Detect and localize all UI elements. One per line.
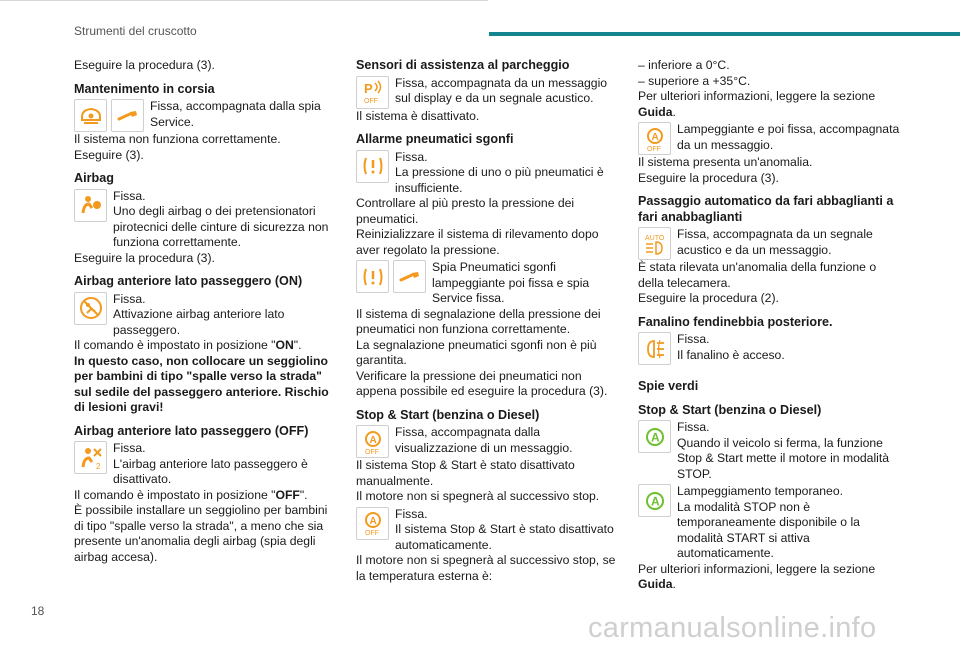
indicator-row [638, 484, 904, 562]
indicator-text: Quando il veicolo si ferma, la funzione Stop & Start mette il motore in modalità STOP. [677, 435, 890, 481]
paragraph: È possibile installare un seggiolino per bambini di tipo "spalle verso la strada", a meno che sia presente un'anomalia degli airbag (spia degli airbag accesa). [74, 503, 328, 564]
stop-start-off-icon [638, 122, 671, 155]
stop-start-off-icon [356, 425, 389, 458]
svg-text:A: A [369, 516, 377, 527]
indicator-text: Attivazione airbag anteriore lato passeggero. [113, 307, 285, 337]
indicator-text: La pressione di uno o più pneumatici è insufficiente. [395, 165, 604, 195]
airbag-icon [74, 189, 107, 222]
parking-sensor-off-icon [356, 76, 389, 109]
paragraph [638, 89, 904, 120]
indicator-text: Fissa. [113, 441, 146, 455]
svg-text:2: 2 [95, 461, 100, 471]
text-span: Per ulteriori informazioni, leggere la sezione [638, 89, 876, 103]
text-bold: ON [275, 338, 294, 352]
indicator-text: Uno degli airbag o dei pretensionatori pirotecnici delle cinture di sicurezza non funziona correttamente. [113, 204, 329, 249]
heading-parking-sensors: Sensori di assistenza al parcheggio [356, 58, 570, 72]
paragraph: Eseguire la procedura (3). [74, 250, 215, 265]
indicator-text: Il sistema Stop & Start è stato disattivato automaticamente. [395, 522, 614, 552]
paragraph: Il sistema presenta un'anomalia. [638, 155, 813, 169]
text-span: Il comando è impostato in posizione " [74, 338, 276, 352]
indicator-row [356, 150, 618, 197]
paragraph: Eseguire la procedura (3). [74, 58, 215, 72]
text-bold: OFF [275, 487, 300, 502]
indicator-row [356, 260, 618, 307]
section-title-green-lights: Spie verdi [638, 379, 699, 393]
service-wrench-icon [111, 99, 144, 132]
stop-start-active-icon [638, 484, 671, 517]
indicator-text: Fissa. [677, 420, 710, 434]
column-2 [356, 58, 618, 584]
rear-fog-light-icon [638, 332, 671, 365]
airbag-on-icon [74, 292, 107, 325]
indicator-text: Fissa. [395, 149, 428, 164]
indicator-text: Fissa, accompagnata dalla spia Service. [150, 99, 321, 129]
paragraph: Controllare al più presto la pressione dei pneumatici. [356, 196, 575, 226]
text-bold: Guida [638, 577, 673, 591]
indicator-row [74, 189, 336, 251]
paragraph: Reinizializzare il sistema di rilevamento dopo aver regolato la pressione. [356, 227, 599, 257]
indicator-text: Fissa. [113, 188, 146, 203]
off-label: OFF [364, 448, 379, 455]
indicator-text: Lampeggiante e poi fissa, accompagnata da un messaggio. [677, 122, 900, 152]
text-span: . [672, 577, 676, 591]
heading-airbag-off: Airbag anteriore lato passeggero (OFF) [74, 423, 309, 438]
indicator-text: Fissa, accompagnata da un messaggio sul display e da un segnale acustico. [395, 75, 608, 105]
paragraph: Eseguire (3). [74, 147, 144, 162]
service-wrench-icon [393, 260, 426, 293]
paragraph: Il sistema è disattivato. [356, 108, 480, 123]
tyre-pressure-icon [356, 150, 389, 183]
off-label: OFF [363, 98, 378, 105]
heading-stop-start: Stop & Start (benzina o Diesel) [356, 407, 540, 422]
indicator-row [638, 122, 904, 155]
indicator-text: La modalità STOP non è temporaneamente disponibile o la modalità START si attiva automaticamente. [677, 499, 860, 560]
paragraph: È stata rilevata un'anomalia della funzione o della telecamera. [638, 260, 877, 290]
svg-text:A: A [650, 430, 660, 444]
column-1 [74, 58, 336, 565]
paragraph: Il sistema di segnalazione della pressione dei pneumatici non funziona correttamente. [356, 306, 601, 336]
indicator-text: Fissa, accompagnata dalla visualizzazione di un messaggio. [395, 425, 573, 455]
paragraph [638, 562, 904, 593]
indicator-row [638, 332, 904, 365]
off-label: OFF [646, 145, 661, 152]
indicator-text: Fissa. [395, 506, 428, 521]
paragraph: Eseguire la procedura (2). [638, 291, 779, 305]
lane-keeping-icon [74, 99, 107, 132]
section-header: Strumenti del cruscotto [74, 24, 197, 38]
paragraph: Eseguire la procedura (3). [638, 170, 779, 185]
indicator-row [356, 425, 618, 458]
paragraph: Il sistema Stop & Start è stato disattivato manualmente. [356, 458, 575, 488]
off-label: OFF [364, 530, 379, 536]
paragraph: La segnalazione pneumatici sgonfi non è più garantita. [356, 337, 597, 367]
indicator-text: Il fanalino è acceso. [677, 347, 785, 362]
text-span: ". [293, 338, 302, 352]
list-item: – superiore a +35°C. [638, 73, 751, 88]
list-item: – inferiore a 0°C. [638, 58, 730, 72]
indicator-row [74, 99, 336, 132]
svg-text:A: A [369, 434, 377, 446]
text-span: ". [299, 487, 308, 502]
svg-text:A: A [650, 494, 660, 508]
paragraph [74, 338, 336, 354]
heading-rear-fog: Fanalino fendinebbia posteriore. [638, 314, 833, 329]
paragraph: Il motore non si spegnerà al successivo stop, se la temperatura esterna è: [356, 553, 616, 583]
indicator-row [356, 507, 618, 554]
text-span: . [672, 104, 676, 119]
paragraph: Il motore non si spegnerà al successivo stop. [356, 489, 600, 503]
heading-auto-high-beam: Passaggio automatico da fari abbaglianti a fari anabbaglianti [638, 194, 894, 224]
auto-high-beam-icon [638, 227, 671, 260]
heading-airbag: Airbag [74, 171, 114, 185]
indicator-text: Fissa. [677, 332, 710, 346]
svg-text:P: P [363, 81, 373, 96]
indicator-text: Spia Pneumatici sgonfi lampeggiante poi fissa e spia Service fissa. [432, 260, 590, 305]
header-accent-bar [489, 32, 960, 36]
stop-start-active-icon [638, 420, 671, 453]
text-span: Il comando è impostato in posizione " [74, 487, 276, 502]
indicator-text: Fissa, accompagnata da un segnale acustico e da un messaggio. [677, 227, 873, 257]
auto-label: AUTO [644, 234, 664, 242]
indicator-row [74, 292, 336, 339]
heading-tyre-alarm: Allarme pneumatici sgonfi [356, 132, 514, 146]
column-3 [638, 58, 904, 593]
paragraph: Il sistema non funziona correttamente. [74, 132, 281, 146]
text-bold: Guida [638, 104, 673, 119]
heading-stop-start-green: Stop & Start (benzina o Diesel) [638, 402, 822, 417]
indicator-text: L'airbag anteriore lato passeggero è disattivato. [113, 456, 308, 486]
indicator-row [638, 420, 904, 482]
page-number: 18 [31, 604, 45, 618]
stop-start-off-icon [356, 507, 389, 540]
watermark: carmanualsonline.info [588, 612, 877, 644]
indicator-text: Fissa. [113, 291, 146, 306]
heading-lane-keeping: Mantenimento in corsia [74, 81, 215, 96]
indicator-row [356, 76, 618, 109]
text-span: Per ulteriori informazioni, leggere la sezione [638, 561, 876, 576]
indicator-row [638, 227, 904, 260]
airbag-off-icon [74, 441, 107, 474]
indicator-text: Lampeggiamento temporaneo. [677, 484, 843, 498]
warning-paragraph: In questo caso, non collocare un seggiolino per bambini di tipo "spalle verso la strada" sul sedile del passeggero anteriore. Rischio di lesioni gravi! [74, 353, 329, 414]
header-rule [0, 0, 488, 1]
paragraph: Verificare la pressione dei pneumatici non appena possibile ed eseguire la procedura (3). [356, 368, 608, 398]
indicator-row [74, 441, 336, 488]
tyre-pressure-icon [356, 260, 389, 293]
svg-text:A: A [651, 131, 659, 143]
heading-airbag-on: Airbag anteriore lato passeggero (ON) [74, 274, 303, 288]
paragraph [74, 488, 336, 504]
